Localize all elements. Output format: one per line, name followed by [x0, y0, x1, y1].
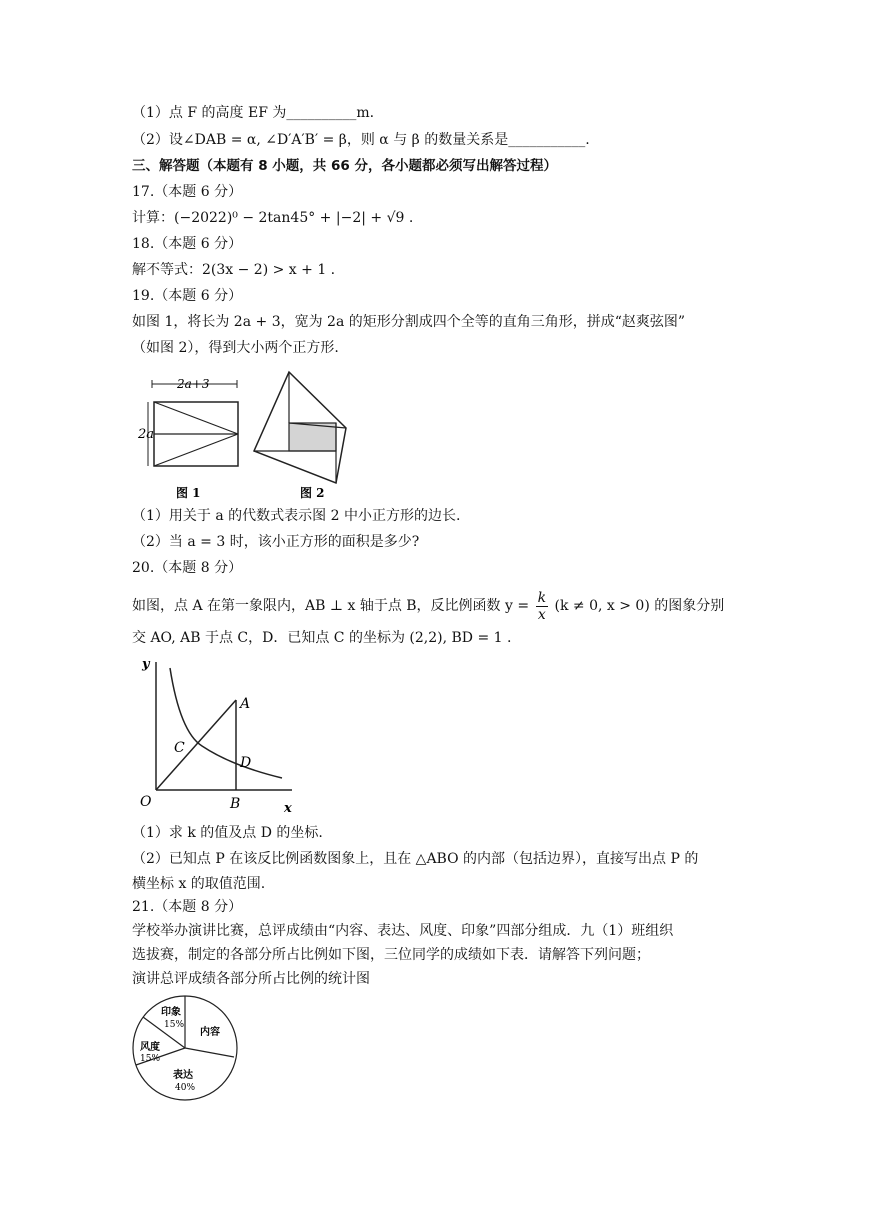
fraction-numerator: k — [537, 589, 547, 606]
fig1-caption: 图 1 — [176, 486, 201, 500]
q17-title: 17.（本题 6 分） — [132, 184, 243, 200]
q19-body-1: 如图 1，将长为 2a + 3，宽为 2a 的矩形分割成四个全等的直角三角形，拼成“赵爽弦图” — [132, 314, 686, 330]
pie-pct-yinxiang: 15% — [164, 1020, 185, 1030]
q19-body-2: （如图 2），得到大小两个正方形. — [132, 340, 339, 356]
q20-part1: （1）求 k 的值及点 D 的坐标. — [132, 825, 323, 841]
section-heading: 三、解答题（本题有 8 小题，共 66 分，各小题都必须写出解答过程） — [132, 158, 557, 174]
q19-part2: （2）当 a = 3 时，该小正方形的面积是多少? — [132, 534, 420, 550]
pie-pct-fengdu: 15% — [140, 1054, 161, 1064]
x-axis-label: x — [284, 801, 292, 814]
q19-part1: （1）用关于 a 的代数式表示图 2 中小正方形的边长. — [132, 508, 461, 524]
pie-label-fengdu: 风度 — [140, 1042, 160, 1053]
y-axis-label: y — [142, 657, 150, 672]
pie-label-yinxiang: 印象 — [161, 1007, 181, 1018]
q20-figure — [132, 654, 302, 814]
point-C-label: C — [174, 740, 185, 756]
pie-label-biaoda: 表达 — [173, 1070, 193, 1081]
q20-title: 20.（本题 8 分） — [132, 560, 243, 576]
q20-body-2: 交 AO, AB 于点 C，D．已知点 C 的坐标为 (2,2), BD = 1 . — [132, 630, 512, 646]
q18-body: 解不等式：2(3x − 2) > x + 1 . — [132, 262, 336, 278]
q21-title: 21.（本题 8 分） — [132, 899, 243, 915]
fraction-denominator: x — [537, 606, 546, 623]
q20-body-1 — [132, 588, 724, 624]
fraction-k-over-x — [536, 590, 548, 623]
point-A-label: A — [240, 696, 251, 712]
q19-title: 19.（本题 6 分） — [132, 288, 243, 304]
point-O-label: O — [140, 794, 152, 810]
q21-pie-chart — [130, 995, 242, 1103]
pie-label-neirong: 内容 — [200, 1027, 220, 1038]
q20-body-1-text-a: 如图，点 A 在第一象限内，AB ⊥ x 轴于点 B，反比例函数 y = — [132, 598, 530, 614]
figure-1 — [137, 377, 238, 500]
q20-part2: （2）已知点 P 在该反比例函数图象上，且在 △ABO 的内部（包括边界），直接写出点 P 的 — [132, 851, 699, 867]
point-B-label: B — [230, 796, 241, 812]
fig2-caption: 图 2 — [300, 486, 325, 500]
q19-figures — [132, 366, 412, 506]
q21-chart-title: 演讲总评成绩各部分所占比例的统计图 — [132, 971, 370, 987]
fig1-side-label: 2a — [138, 427, 155, 442]
q16-part1: （1）点 F 的高度 EF 为__________m. — [132, 105, 375, 121]
q21-body-1: 学校举办演讲比赛，总评成绩由“内容、表达、风度、印象”四部分组成．九（1）班组织 — [132, 923, 674, 939]
figure-2 — [254, 372, 346, 500]
q20-body-1-text-b: (k ≠ 0, x > 0) 的图象分别 — [554, 598, 725, 614]
fig1-top-label: 2a+3 — [177, 377, 210, 391]
pie-pct-biaoda: 40% — [175, 1083, 196, 1093]
q17-body: 计算：(−2022)⁰ − 2tan45° + |−2| + √9 . — [132, 210, 414, 226]
q16-part2: （2）设∠DAB = α, ∠D′A′B′ = β，则 α 与 β 的数量关系是___________. — [132, 132, 590, 148]
q21-body-2: 选拔赛，制定的各部分所占比例如下图，三位同学的成绩如下表．请解答下列问题； — [132, 947, 650, 963]
q18-title: 18.（本题 6 分） — [132, 236, 243, 252]
q20-part2-cont: 横坐标 x 的取值范围. — [132, 876, 266, 892]
point-D-label: D — [240, 755, 252, 771]
